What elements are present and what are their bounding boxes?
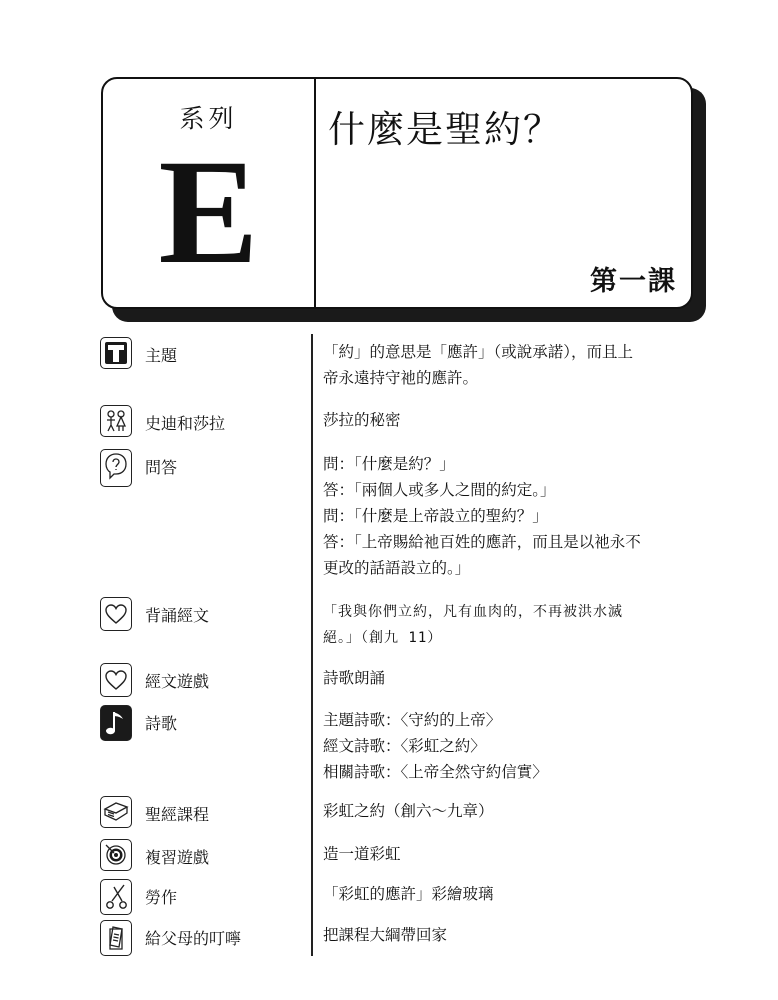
content-line: 問：「什麼是上帝設立的聖約？」 — [323, 507, 548, 525]
row-content — [323, 451, 693, 581]
row-label: 聖經課程 — [145, 805, 210, 824]
row-label: 史迪和莎拉 — [145, 414, 226, 433]
header-card — [101, 77, 693, 309]
question-mark-icon — [100, 449, 132, 487]
row-content — [323, 339, 693, 391]
content-line: 彩虹之約（創六～九章） — [323, 802, 494, 820]
content-line: 造一道彩虹 — [323, 845, 401, 863]
lesson-number: 第一課 — [590, 266, 677, 297]
row-content — [323, 599, 693, 651]
card-divider — [314, 79, 316, 307]
heart-icon — [100, 597, 132, 631]
column-divider — [311, 334, 313, 956]
content-line: 「約」的意思是「應許」（或說承諾），而且上 — [323, 343, 634, 361]
series-label: 系列 — [179, 104, 238, 133]
row-content — [323, 881, 693, 907]
row-label: 經文遊戲 — [145, 672, 210, 691]
content-line: 帝永遠持守祂的應許。 — [323, 369, 479, 387]
content-line: 答：「上帝賜給祂百姓的應許，而且是以祂永不 — [323, 533, 641, 551]
row-label: 主題 — [145, 346, 178, 365]
content-line: 經文詩歌：〈彩虹之約〉 — [323, 737, 486, 755]
heart-icon — [100, 663, 132, 697]
lesson-title: 什麼是聖約？ — [328, 108, 562, 151]
row-label: 問答 — [145, 458, 178, 477]
row-content — [323, 665, 693, 691]
content-line: 更改的話語設立的。」 — [323, 559, 471, 577]
content-line: 相關詩歌：〈上帝全然守約信實〉 — [323, 763, 548, 781]
content-line: 莎拉的秘密 — [323, 411, 401, 429]
content-line: 問：「什麼是約？」 — [323, 455, 455, 473]
content-line: 絕。」（創九 11） — [323, 630, 443, 646]
target-icon — [100, 839, 132, 871]
content-line: 詩歌朗誦 — [323, 669, 386, 687]
series-letter: E — [158, 129, 259, 295]
row-label: 複習遊戲 — [145, 848, 210, 867]
open-book-icon — [100, 796, 132, 828]
content-line: 主題詩歌：〈守約的上帝〉 — [323, 711, 502, 729]
children-icon — [100, 405, 132, 437]
row-label: 詩歌 — [145, 714, 178, 733]
row-label: 給父母的叮嚀 — [145, 929, 242, 948]
row-content — [323, 407, 693, 433]
note-icon — [100, 920, 132, 956]
row-content — [323, 798, 693, 824]
row-label: 背誦經文 — [145, 606, 210, 625]
row-label: 勞作 — [145, 888, 178, 907]
content-line: 「彩虹的應許」彩繪玻璃 — [323, 885, 494, 903]
row-content — [323, 841, 693, 867]
scissors-icon — [100, 879, 132, 915]
content-line: 答：「兩個人或多人之間的約定。」 — [323, 481, 556, 499]
content-line: 「我與你們立約，凡有血肉的，不再被洪水滅 — [323, 604, 623, 620]
row-content — [323, 707, 693, 785]
letter-t-icon — [100, 337, 132, 369]
music-note-icon — [100, 705, 132, 741]
row-content — [323, 922, 693, 948]
content-line: 把課程大綱帶回家 — [323, 926, 448, 944]
